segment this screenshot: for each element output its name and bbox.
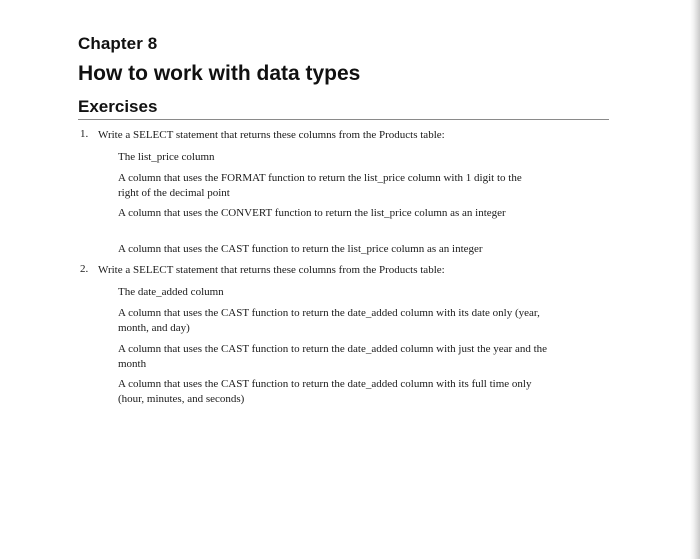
section-divider [78,119,609,120]
exercise-item: A column that uses the CAST function to return the date_added column with just the year and the month [118,343,548,370]
exercise-item: The list_price column [118,151,215,163]
exercise-number: 2. [80,263,89,275]
exercise-item: A column that uses the CONVERT function to return the list_price column as an integer [118,207,506,219]
page-edge-shadow [690,0,700,559]
chapter-title: How to work with data types [78,62,361,85]
section-heading: Exercises [78,97,158,116]
exercise-number: 1. [80,128,89,140]
exercise-prompt: Write a SELECT statement that returns these columns from the Products table: [98,129,445,141]
exercise-item: The date_added column [118,286,224,298]
exercise-prompt: Write a SELECT statement that returns these columns from the Products table: [98,264,445,276]
exercise-item: A column that uses the CAST function to return the list_price column as an integer [118,243,483,255]
chapter-label: Chapter 8 [78,34,158,53]
exercise-item: A column that uses the CAST function to return the date_added column with its date only (year, month, and day) [118,307,540,334]
exercise-item: A column that uses the FORMAT function to return the list_price column with 1 digit to the right of the decimal point [118,172,522,199]
exercise-item: A column that uses the CAST function to return the date_added column with its full time only (hour, minutes, and seconds) [118,378,532,405]
